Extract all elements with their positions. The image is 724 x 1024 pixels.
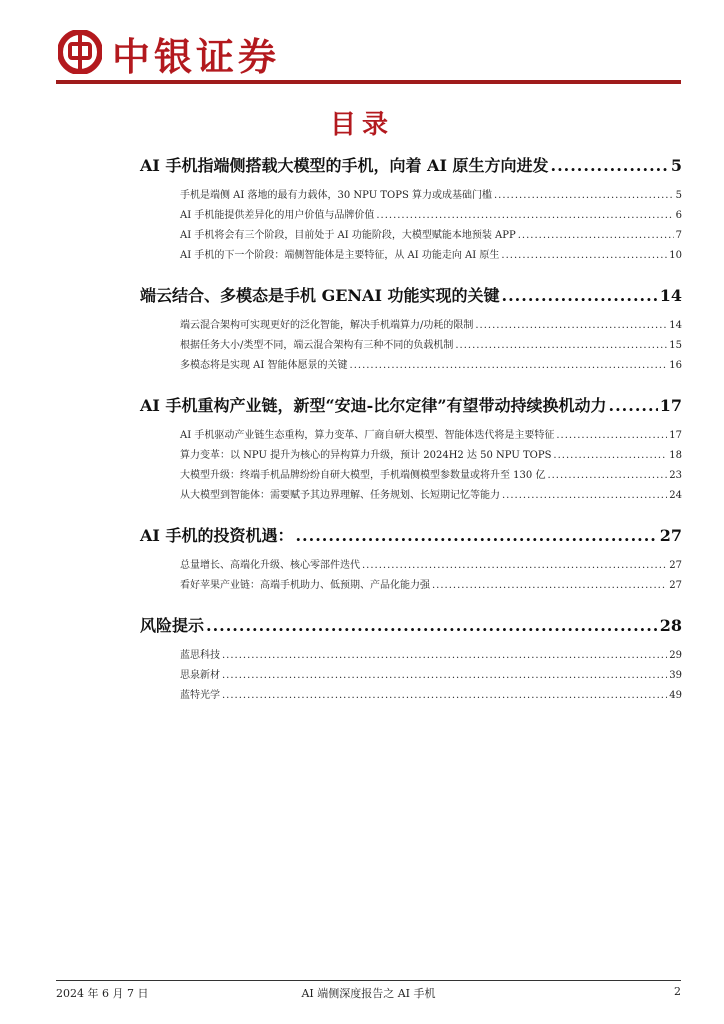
footer-divider	[56, 980, 681, 981]
toc-entry-level1[interactable]	[140, 284, 682, 308]
toc-entry-page: 27	[669, 580, 682, 591]
dot-leader	[609, 394, 658, 418]
toc-entry-level1[interactable]	[140, 154, 682, 178]
toc-entry-title: 手机是端侧 AI 落地的最有力载体，30 NPU TOPS 算力或成基础门槛	[180, 190, 492, 201]
toc-entry-title: 端云混合架构可实现更好的泛化智能，解决手机端算力/功耗的限制	[180, 320, 474, 331]
toc-entry-level2[interactable]	[180, 336, 682, 356]
dot-leader	[295, 524, 657, 548]
toc-entry-title: 风险提示	[140, 616, 205, 635]
toc-entry-title: AI 手机能提供差异化的用户价值与品牌价值	[180, 210, 375, 221]
dot-leader	[432, 576, 667, 596]
toc-entry-page: 5	[675, 190, 682, 201]
toc-entry-page: 6	[675, 210, 682, 221]
toc-entry-title: 从大模型到智能体：需要赋予其边界理解、任务规划、长短期记忆等能力	[180, 490, 500, 501]
toc-entry-title: 总量增长、高端化升级、核心零部件迭代	[180, 560, 360, 571]
dot-leader	[206, 614, 658, 638]
toc-section	[140, 394, 682, 506]
toc-entry-level2[interactable]	[180, 206, 682, 226]
toc-entry-title: AI 手机指端侧搭载大模型的手机，向着 AI 原生方向进发	[140, 156, 549, 175]
toc-entry-title: 算力变革：以 NPU 提升为核心的异构算力升级，预计 2024H2 达 50 NPU TOPS	[180, 450, 552, 461]
toc-entry-level2[interactable]	[180, 556, 682, 576]
toc-entry-page: 10	[669, 250, 682, 261]
toc-entry-page: 27	[669, 560, 682, 571]
dot-leader	[556, 426, 667, 446]
toc-entry-page: 17	[659, 396, 682, 415]
toc-entry-level2[interactable]	[180, 686, 682, 706]
toc-section	[140, 524, 682, 596]
toc-entry-page: 16	[669, 360, 682, 371]
toc-entry-title: 大模型升级：终端手机品牌纷纷自研大模型，手机端侧模型参数量或将升至 130 亿	[180, 470, 546, 481]
dot-leader	[518, 226, 674, 246]
toc-entry-page: 15	[669, 340, 682, 351]
dot-leader	[222, 666, 667, 686]
toc-entry-level2[interactable]	[180, 466, 682, 486]
toc-entry-page: 14	[659, 286, 682, 305]
toc-section	[140, 614, 682, 706]
dot-leader	[551, 154, 669, 178]
toc-entry-level2[interactable]	[180, 426, 682, 446]
toc-entry-title: 端云结合、多模态是手机 GENAI 功能实现的关键	[140, 286, 500, 305]
toc-entry-level2[interactable]	[180, 226, 682, 246]
dot-leader	[376, 206, 673, 226]
toc-entry-page: 28	[659, 616, 682, 635]
toc-entry-page: 39	[669, 670, 682, 681]
toc-entry-level1[interactable]	[140, 524, 682, 548]
dot-leader	[547, 466, 667, 486]
toc-entry-page: 7	[675, 230, 682, 241]
dot-leader	[501, 246, 667, 266]
toc-title: 目录	[329, 110, 394, 140]
toc-entry-level2[interactable]	[180, 316, 682, 336]
toc-entry-title: AI 手机的投资机遇：	[140, 526, 294, 545]
toc-entry-title: 蓝特光学	[180, 690, 220, 701]
toc-entry-page: 23	[669, 470, 682, 481]
toc-entry-title: 蓝思科技	[180, 650, 220, 661]
table-of-contents	[140, 154, 682, 724]
toc-entry-page: 27	[659, 526, 682, 545]
dot-leader	[455, 336, 667, 356]
brand-name: 中银证券	[112, 35, 281, 79]
toc-entry-page: 24	[669, 490, 682, 501]
page-header	[0, 0, 724, 88]
dot-leader	[222, 646, 667, 666]
footer-page-number: 2	[674, 985, 681, 998]
toc-entry-title: AI 手机的下一个阶段：端侧智能体是主要特征，从 AI 功能走向 AI 原生	[180, 250, 500, 261]
toc-entry-title: 看好苹果产业链：高端手机助力、低预期、产品化能力强	[180, 580, 430, 591]
toc-entry-title: 思泉新材	[180, 670, 220, 681]
dot-leader	[502, 486, 667, 506]
toc-entry-level2[interactable]	[180, 486, 682, 506]
toc-entry-page: 18	[669, 450, 682, 461]
toc-entry-level2[interactable]	[180, 576, 682, 596]
dot-leader	[222, 686, 667, 706]
toc-entry-title: 多模态将是实现 AI 智能体愿景的关键	[180, 360, 348, 371]
toc-entry-level2[interactable]	[180, 186, 682, 206]
toc-entry-level2[interactable]	[180, 646, 682, 666]
dot-leader	[494, 186, 674, 206]
toc-section	[140, 154, 682, 266]
toc-entry-level1[interactable]	[140, 614, 682, 638]
toc-entry-title: AI 手机重构产业链，新型“安迪-比尔定律”有望带动持续换机动力	[140, 396, 607, 415]
toc-entry-page: 29	[669, 650, 682, 661]
dot-leader	[553, 446, 667, 466]
toc-entry-title: 根据任务大小/类型不同，端云混合架构有三种不同的负载机制	[180, 340, 454, 351]
header-divider	[56, 80, 681, 84]
toc-entry-page: 5	[670, 156, 682, 175]
toc-entry-level1[interactable]	[140, 394, 682, 418]
footer-report-title: AI 端侧深度报告之 AI 手机	[301, 987, 436, 1000]
dot-leader	[362, 556, 667, 576]
toc-entry-level2[interactable]	[180, 356, 682, 376]
toc-entry-page: 49	[669, 690, 682, 701]
bank-of-china-logo-icon	[58, 30, 102, 74]
toc-entry-level2[interactable]	[180, 666, 682, 686]
footer-date: 2024 年 6 月 7 日	[56, 987, 149, 1000]
dot-leader	[475, 316, 667, 336]
toc-entry-page: 14	[669, 320, 682, 331]
toc-entry-title: AI 手机驱动产业链生态重构，算力变革、厂商自研大模型、智能体迭代将是主要特征	[180, 430, 555, 441]
toc-section	[140, 284, 682, 376]
toc-entry-level2[interactable]	[180, 246, 682, 266]
dot-leader	[350, 356, 668, 376]
toc-entry-level2[interactable]	[180, 446, 682, 466]
dot-leader	[502, 284, 658, 308]
toc-entry-title: AI 手机将会有三个阶段，目前处于 AI 功能阶段，大模型赋能本地预装 APP	[180, 230, 516, 241]
toc-entry-page: 17	[669, 430, 682, 441]
